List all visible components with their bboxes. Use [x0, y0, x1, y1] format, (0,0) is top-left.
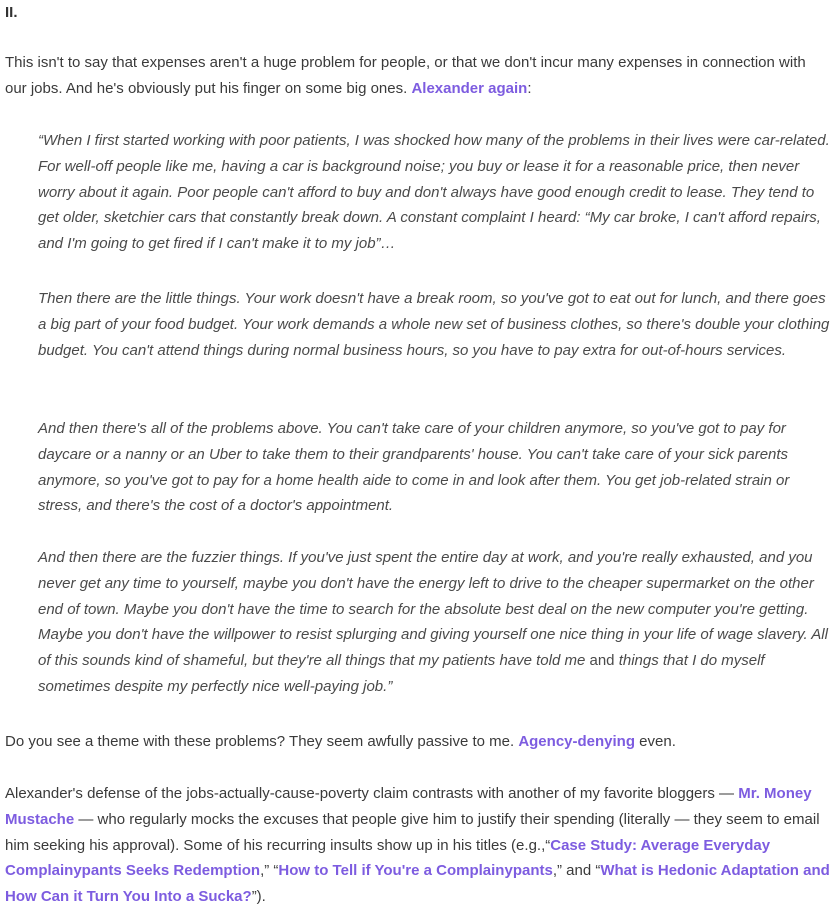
agency-denying-link[interactable]: Agency-denying	[518, 733, 635, 750]
quote-paragraph-fuzzier-things	[38, 545, 830, 700]
quote-emphasis: and	[589, 652, 615, 670]
case-study-link[interactable]: Case Study: Average Everyday Complainypants Seeks Redemption	[5, 836, 771, 880]
mustache-paragraph	[5, 781, 831, 910]
quote-text-end: things that I do myself sometimes despite my perfectly nice well-paying job.”	[38, 652, 765, 695]
intro-text-end: :	[527, 79, 532, 97]
mustache-text-1: Alexander's defense of the jobs-actually-cause-poverty claim contrasts with another of my favorite bloggers —	[5, 785, 739, 802]
theme-paragraph	[5, 729, 831, 755]
complainypants-link[interactable]: How to Tell if You're a Complainypants	[278, 862, 553, 880]
theme-text-end: even.	[635, 733, 676, 750]
intro-paragraph	[5, 50, 831, 102]
intro-text: This isn't to say that expenses aren't a huge problem for people, or that we don't incur many expenses in connection with our jobs. And he's obviously put his finger on some big ones.	[5, 54, 806, 97]
mr-money-mustache-link[interactable]: Mr. Money Mustache	[5, 785, 812, 828]
mustache-text-4: ,” and “	[552, 862, 601, 880]
mustache-text-3: ,” “	[260, 862, 279, 880]
quote-paragraph-little-things: Then there are the little things. Your work doesn't have a break room, so you've got to eat out for lunch, and there goes a big part of your food budget. Your work demands a whole new set of business clothes, so there's double your clothing budget. You can't attend things during normal business hours, so you have to pay extra for out-of-hours services.	[38, 290, 830, 359]
mustache-text-2: — who regularly mocks the excuses that people give him to justify their spending (literally — they seem to email him seeking his approval). Some of his recurring insults show up in his titles (e.g.,“	[5, 810, 820, 854]
theme-text: Do you see a theme with these problems? They seem awfully passive to me.	[5, 733, 519, 750]
section-heading: II.	[5, 4, 18, 21]
hedonic-adaptation-link[interactable]: What is Hedonic Adaptation and How Can it Turn You Into a Sucka?	[5, 862, 830, 906]
mustache-text-5: ”).	[251, 888, 266, 906]
quote-paragraph-problems-above: And then there's all of the problems above. You can't take care of your children anymore, so you've got to pay for daycare or a nanny or an Uber to take them to their grandparents' house. You can't take care of your sick parents anymore, so you've got to pay for a home health aide to come in and look after them. You get job-related strain or stress, and there's the cost of a doctor's appointment.	[38, 420, 790, 515]
quote-paragraph-cars: “When I first started working with poor patients, I was shocked how many of the problems in their lives were car-related. For well-off people like me, having a car is background noise; you buy or lease it for a reasonable price, then never worry about it again. Poor people can't afford to buy and don't always have good enough credit to lease. They tend to get older, sketchier cars that constantly break down. A constant complaint I heard: “My car broke, I can't afford repairs, and I'm going to get fired if I can't make it to my job”…	[38, 132, 830, 253]
alexander-again-link[interactable]: Alexander again	[411, 79, 528, 97]
quote-text: And then there are the fuzzier things. If you've just spent the entire day at work, and you're really exhausted, and you never get any time to yourself, maybe you don't have the energy left to drive to the cheaper supermarket on the other end of town. Maybe you don't have the time to search for the absolute best deal on the new computer you're getting. Maybe you don't have the willpower to resist splurging and giving yourself one nice thing in your life of wage slavery. All of this sounds kind of shameful, but they're all things that my patients have told me	[38, 549, 828, 670]
